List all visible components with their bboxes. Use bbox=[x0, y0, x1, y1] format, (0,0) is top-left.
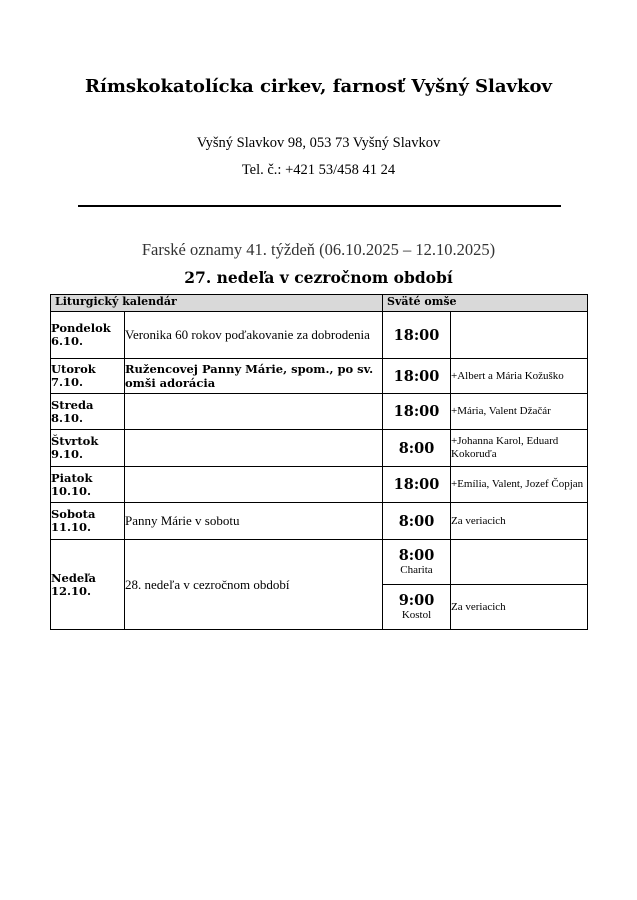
table-row bbox=[51, 503, 588, 540]
day-cell bbox=[51, 467, 125, 503]
sunday-heading: 27. nedeľa v cezročnom období bbox=[184, 268, 453, 287]
liturgy-cell: 28. nedeľa v cezročnom období bbox=[125, 540, 383, 630]
liturgy-cell: Veronika 60 rokov poďakovanie za dobrodenia bbox=[125, 312, 383, 359]
table-row bbox=[51, 394, 588, 430]
day-cell bbox=[51, 540, 125, 630]
mass-intention: +Johanna Karol, Eduard Kokoruďa bbox=[451, 430, 588, 467]
day-date: 11.10. bbox=[51, 520, 92, 534]
week-heading: Farské oznamy 41. týždeň (06.10.2025 – 12.10.2025) bbox=[141, 240, 496, 259]
day-date: 12.10. bbox=[51, 583, 92, 598]
mass-intention: Za veriacich bbox=[451, 503, 588, 540]
liturgy-cell: Panny Márie v sobotu bbox=[125, 503, 383, 540]
liturgy-cell bbox=[125, 430, 383, 467]
mass-time: 8:00 bbox=[383, 503, 451, 540]
mass-intention: Za veriacich bbox=[451, 585, 588, 630]
mass-time bbox=[383, 585, 451, 630]
mass-intention: +Albert a Mária Kožuško bbox=[451, 359, 588, 394]
table-header-row bbox=[51, 295, 588, 312]
day-date: 8.10. bbox=[51, 410, 84, 425]
day-name: Piatok bbox=[51, 470, 93, 485]
schedule-table bbox=[50, 294, 588, 630]
mass-intention bbox=[451, 540, 588, 585]
parish-phone: Tel. č.: +421 53/458 41 24 bbox=[241, 162, 396, 178]
table-row bbox=[51, 430, 588, 467]
mass-time-value: 8:00 bbox=[398, 547, 435, 564]
day-name: Pondelok bbox=[51, 321, 111, 335]
day-name: Utorok bbox=[51, 362, 96, 376]
day-name: Streda bbox=[51, 397, 94, 412]
liturgy-cell: Ružencovej Panny Márie, spom., po sv. omši adorácia bbox=[125, 359, 383, 394]
liturgy-cell bbox=[125, 394, 383, 430]
mass-time-value: 9:00 bbox=[398, 592, 435, 609]
mass-place: Charita bbox=[400, 564, 433, 576]
table-row bbox=[51, 312, 588, 359]
liturgy-column-header: Liturgický kalendár bbox=[51, 295, 383, 312]
mass-time bbox=[383, 540, 451, 585]
mass-place: Kostol bbox=[401, 609, 432, 621]
day-cell bbox=[51, 503, 125, 540]
day-cell bbox=[51, 394, 125, 430]
header-divider bbox=[78, 205, 561, 207]
day-name: Nedeľa bbox=[51, 570, 97, 585]
masses-column-header: Sväté omše bbox=[383, 295, 588, 312]
day-date: 6.10. bbox=[51, 334, 84, 348]
day-date: 7.10. bbox=[51, 375, 84, 389]
day-date: 10.10. bbox=[51, 483, 92, 498]
day-cell bbox=[51, 312, 125, 359]
table-row bbox=[51, 359, 588, 394]
table-row bbox=[51, 540, 588, 585]
mass-time: 18:00 bbox=[383, 359, 451, 394]
mass-time: 18:00 bbox=[383, 312, 451, 359]
day-date: 9.10. bbox=[51, 447, 84, 461]
mass-time: 18:00 bbox=[383, 394, 451, 430]
table-row bbox=[51, 467, 588, 503]
mass-intention: +Mária, Valent Džačár bbox=[451, 394, 588, 430]
mass-time: 18:00 bbox=[383, 467, 451, 503]
parish-address: Vyšný Slavkov 98, 053 73 Vyšný Slavkov bbox=[196, 135, 441, 151]
day-name: Sobota bbox=[51, 507, 96, 521]
day-name: Štvrtok bbox=[51, 434, 99, 448]
day-cell bbox=[51, 359, 125, 394]
mass-intention bbox=[451, 312, 588, 359]
parish-title: Rímskokatolícka cirkev, farnosť Vyšný Slavkov bbox=[85, 76, 552, 97]
mass-time: 8:00 bbox=[383, 430, 451, 467]
day-cell bbox=[51, 430, 125, 467]
liturgy-cell bbox=[125, 467, 383, 503]
mass-intention: +Emília, Valent, Jozef Čopjan bbox=[451, 467, 588, 503]
